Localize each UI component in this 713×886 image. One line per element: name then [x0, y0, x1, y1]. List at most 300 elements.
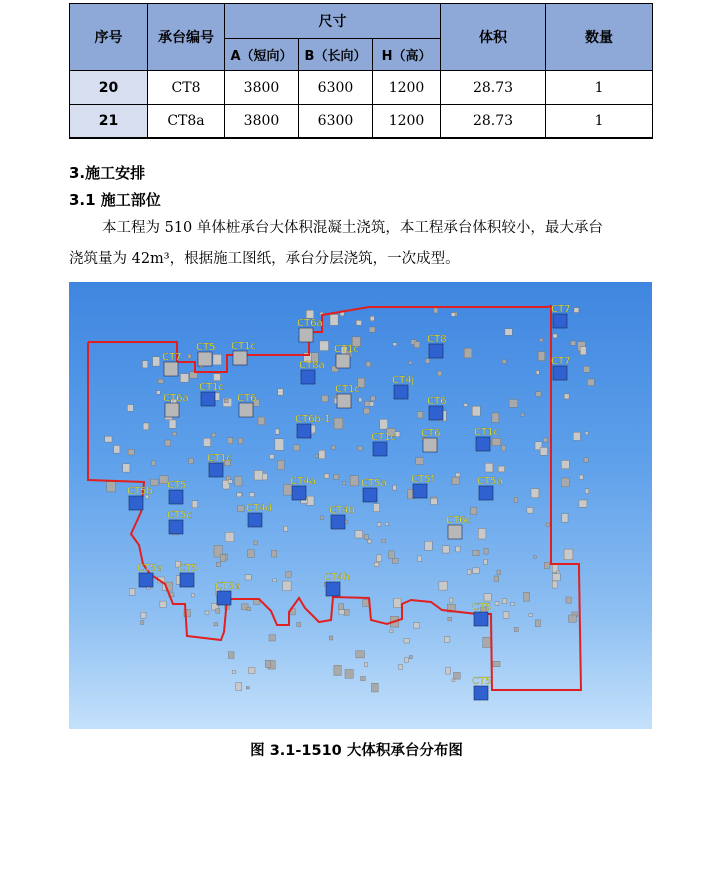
pile-block: [271, 550, 276, 557]
pile-block: [502, 446, 506, 452]
pile-block: [414, 342, 420, 348]
pile-block: [584, 458, 588, 462]
cell-seq: 20: [70, 71, 148, 105]
pile-block: [216, 609, 220, 614]
pile-cap-code: CT5: [472, 602, 492, 613]
pile-block: [425, 541, 433, 550]
pile-block: [454, 672, 461, 679]
pile-block: [239, 438, 243, 443]
pile-block: [366, 362, 370, 367]
pile-block: [531, 489, 539, 498]
pile-block: [107, 482, 116, 492]
pile-block: [128, 449, 134, 455]
pile-block: [527, 508, 533, 514]
pile-block: [169, 420, 176, 428]
pile-cap-code: CT1c: [335, 384, 360, 395]
pile-block: [157, 391, 161, 395]
pile-block: [212, 433, 216, 437]
pile-cap-code: CT1c: [334, 344, 359, 355]
pile-block: [569, 615, 577, 622]
pile-block: [350, 476, 358, 486]
pile-cap-label: [167, 510, 192, 534]
pile-block: [416, 458, 424, 465]
pile-block: [105, 436, 112, 442]
pile-block: [191, 594, 194, 597]
pile-block: [248, 668, 255, 674]
pile-block: [566, 597, 571, 603]
pile-block: [552, 581, 557, 588]
pile-block: [413, 623, 420, 628]
pile-cap-code: CT1c: [371, 432, 396, 443]
pile-block: [473, 550, 479, 555]
cell-h: 1200: [373, 71, 441, 105]
pile-block: [153, 357, 160, 366]
spec-table: [69, 3, 653, 139]
pile-block: [345, 670, 353, 679]
pile-cap-block: [553, 366, 567, 380]
pile-cap-code: CT8a: [299, 360, 325, 371]
pile-block: [521, 413, 524, 416]
pile-block: [205, 611, 209, 614]
pile-block: [361, 677, 366, 681]
pile-cap-label: [477, 476, 503, 500]
paragraph-line: 浇筑量为 42m³，根据施工图纸，承台分层浇筑，一次成型。: [69, 251, 460, 267]
pile-block: [478, 529, 486, 540]
pile-cap-label: [246, 503, 272, 527]
pile-cap-label: [178, 563, 197, 587]
pile-block: [425, 359, 429, 364]
pile-block: [334, 665, 341, 675]
pile-block: [192, 501, 198, 508]
cell-b: 6300: [299, 71, 373, 105]
pile-block: [404, 658, 408, 663]
pile-cap-block: [474, 686, 488, 700]
pile-cap-block: [169, 490, 183, 504]
pile-cap-code: CT1c: [199, 382, 224, 393]
pile-block: [484, 548, 488, 554]
pile-block: [389, 551, 395, 559]
pile-block: [343, 481, 346, 485]
pile-block: [330, 315, 338, 326]
pile-block: [373, 504, 379, 512]
pile-block: [573, 432, 580, 440]
pile-block: [382, 539, 386, 543]
pile-block: [536, 371, 539, 375]
pile-block: [404, 639, 410, 644]
pile-block: [580, 347, 586, 355]
pile-cap-label: [297, 318, 323, 342]
pile-cap-block: [476, 437, 490, 451]
pile-block: [217, 562, 221, 567]
pile-block: [449, 598, 453, 603]
pile-cap-code: CT5c: [167, 510, 192, 521]
pile-cap-label: [371, 432, 396, 456]
pile-block: [165, 440, 171, 446]
pile-block: [571, 341, 576, 345]
pile-block: [370, 402, 374, 406]
header-size: 尺寸: [225, 4, 441, 39]
pile-block: [358, 446, 362, 450]
pile-block: [160, 601, 166, 607]
pile-cap-code: CT7: [551, 304, 571, 315]
pile-block: [365, 401, 371, 406]
pile-block: [307, 496, 314, 505]
pile-block: [123, 464, 130, 472]
pile-cap-label: [427, 334, 446, 358]
pile-block: [564, 394, 569, 399]
pile-cap-label: [472, 676, 491, 700]
pile-block: [464, 404, 468, 407]
pile-cap-block: [336, 354, 350, 368]
pile-cap-code: CT1c: [207, 453, 232, 464]
pile-block: [503, 612, 509, 619]
pile-block: [472, 406, 480, 416]
pile-cap-block: [169, 520, 183, 534]
pile-block: [203, 438, 210, 446]
pile-block: [561, 460, 569, 468]
pile-block: [235, 476, 242, 486]
pile-block: [452, 679, 455, 682]
pile-block: [393, 485, 397, 490]
pile-cap-block: [239, 403, 253, 417]
pile-block: [471, 507, 477, 514]
pile-block: [456, 473, 461, 477]
cell-a: 3800: [225, 105, 299, 139]
pile-cap-block: [423, 438, 437, 452]
pile-cap-code: CT5a: [361, 478, 387, 489]
pile-block: [444, 637, 450, 643]
pile-cap-block: [180, 573, 194, 587]
pile-block: [356, 320, 361, 325]
pile-block: [399, 664, 403, 669]
pile-block: [334, 418, 343, 429]
pile-block: [438, 371, 442, 376]
pile-cap-code: CT5: [167, 480, 187, 491]
pile-block: [339, 609, 344, 615]
pile-cap-code: CT7: [551, 356, 571, 367]
pile-block: [464, 348, 472, 358]
pile-block: [585, 489, 589, 494]
pile-block: [374, 562, 379, 566]
pile-block: [275, 429, 279, 434]
pile-block: [232, 670, 235, 673]
pile-block: [225, 532, 234, 542]
pile-block: [265, 660, 270, 667]
pile-block: [529, 614, 533, 617]
pile-block: [297, 623, 301, 627]
pile-cap-label: [421, 428, 440, 452]
pile-block: [485, 463, 493, 472]
pile-block: [456, 546, 460, 552]
pile-block: [213, 354, 222, 365]
pile-block: [334, 475, 339, 480]
pile-cap-label: [329, 505, 355, 529]
cell-code: CT8: [148, 71, 225, 105]
pile-block: [523, 592, 529, 601]
pile-block: [227, 438, 232, 444]
pile-block: [245, 575, 251, 580]
pile-block: [141, 612, 146, 618]
pile-block: [587, 379, 594, 386]
cell-a: 3800: [225, 71, 299, 105]
header-b: B（长向）: [299, 39, 373, 71]
pile-block: [224, 399, 228, 403]
pile-block: [583, 366, 589, 372]
pile-block: [270, 455, 275, 459]
pile-cap-block: [448, 525, 462, 539]
pile-cap-block: [337, 394, 351, 408]
pile-cap-block: [139, 573, 153, 587]
pile-block: [380, 419, 388, 429]
header-code: 承台编号: [148, 4, 225, 71]
pile-cap-label: [163, 393, 189, 417]
pile-block: [505, 329, 512, 335]
pile-cap-block: [297, 424, 311, 438]
cell-volume: 28.73: [441, 71, 546, 105]
pile-block: [220, 555, 225, 562]
pile-block: [158, 379, 163, 383]
pile-cap-label: [299, 360, 325, 384]
pile-block: [371, 396, 376, 401]
pile-block: [370, 316, 374, 321]
pile-cap-code: CT5b: [127, 486, 153, 497]
pile-block: [286, 572, 292, 578]
pile-cap-code: CT7: [162, 352, 182, 363]
pile-block: [562, 514, 568, 523]
pile-block: [365, 663, 368, 667]
paragraph-line: 本工程为 510 单体桩承台大体积混凝土浇筑，本工程承台体积较小，最大承台: [102, 220, 603, 236]
pile-block: [492, 438, 501, 445]
pile-cap-label: [127, 486, 153, 510]
cell-code: CT8a: [148, 105, 225, 139]
cell-volume: 28.73: [441, 105, 546, 139]
pile-block: [269, 635, 275, 641]
pile-cap-code: CT6b-1: [295, 414, 331, 425]
pile-block: [228, 480, 232, 484]
header-a: A（短向）: [225, 39, 299, 71]
pile-block: [452, 477, 459, 484]
pile-cap-code: CT6a: [297, 318, 323, 329]
pile-cap-code: CT4j: [392, 375, 415, 386]
pile-block: [494, 576, 499, 581]
pile-cap-code: CT6: [237, 393, 257, 404]
pile-block: [339, 604, 344, 610]
pile-cap-code: CT6a: [163, 393, 189, 404]
pile-block: [173, 432, 177, 436]
pile-block: [561, 478, 569, 487]
pile-cap-block: [394, 385, 408, 399]
pile-block: [114, 446, 120, 454]
pile-block: [483, 637, 491, 647]
site-boundary-line: [88, 306, 581, 690]
pile-cap-block: [429, 406, 443, 420]
pile-cap-block: [299, 328, 313, 342]
pile-block: [579, 475, 583, 479]
pile-cap-block: [248, 513, 262, 527]
pile-block: [417, 412, 423, 418]
header-h: H（高）: [373, 39, 441, 71]
pile-cap-label: [335, 384, 360, 408]
pile-block: [393, 343, 397, 346]
pile-block: [364, 535, 368, 540]
pile-cap-code: CT5: [196, 342, 216, 353]
pile-block: [514, 497, 518, 502]
pile-block: [332, 446, 336, 450]
pile-block: [473, 568, 480, 573]
pile-block: [293, 445, 300, 451]
pile-block: [238, 506, 245, 512]
pile-block: [409, 361, 412, 364]
pile-cap-label: [167, 480, 186, 504]
cell-qty: 1: [546, 105, 653, 139]
pile-cap-code: CT5a: [477, 476, 503, 487]
body-paragraph: [69, 213, 652, 275]
pile-cap-label: [334, 344, 359, 368]
pile-block: [492, 413, 499, 422]
pile-block: [258, 417, 265, 425]
pile-cap-distribution-figure: [69, 282, 652, 729]
pile-block: [355, 531, 363, 539]
pile-block: [390, 630, 393, 633]
pile-block: [377, 555, 382, 562]
pile-block: [275, 439, 284, 450]
pile-block: [372, 683, 379, 692]
pile-block: [497, 570, 501, 574]
pile-cap-label: [392, 375, 414, 399]
section-heading: 3.施工安排: [69, 164, 146, 182]
pile-block: [553, 334, 557, 338]
pile-cap-label: [137, 563, 163, 587]
pile-cap-code: CT1c: [474, 427, 499, 438]
pile-block: [574, 308, 579, 313]
pile-block: [249, 493, 254, 497]
pile-cap-block: [301, 370, 315, 384]
pile-cap-block: [429, 344, 443, 358]
pile-cap-code: CT6: [427, 396, 447, 407]
pile-cap-block: [363, 488, 377, 502]
pile-cap-block: [129, 496, 143, 510]
pile-block: [535, 620, 540, 627]
pile-cap-block: [209, 463, 223, 477]
pile-cap-label: [361, 478, 387, 502]
pile-cap-block: [217, 591, 231, 605]
pile-block: [467, 570, 471, 575]
pile-cap-block: [479, 486, 493, 500]
pile-block: [543, 438, 548, 442]
pile-block: [564, 549, 573, 560]
pile-cap-block: [164, 362, 178, 376]
pile-block: [247, 607, 251, 610]
pile-block: [385, 522, 388, 525]
pile-block: [188, 354, 191, 358]
pile-block: [143, 361, 148, 368]
pile-block: [229, 652, 235, 659]
pile-block: [431, 498, 438, 504]
pile-cap-code: CT6c: [446, 515, 471, 526]
table-header-row: [70, 4, 653, 39]
pile-cap-label: [231, 341, 256, 365]
pile-cap-block: [198, 352, 212, 366]
table-row: [70, 71, 653, 105]
pile-block: [321, 516, 324, 520]
pile-block: [189, 458, 194, 463]
pile-block: [151, 479, 159, 485]
pile-block: [273, 579, 277, 582]
pile-cap-code: CT1c: [231, 341, 256, 352]
pile-cap-label: [215, 581, 241, 605]
pile-block: [143, 423, 149, 430]
pile-block: [418, 556, 422, 561]
pile-block: [248, 550, 255, 558]
pile-block: [283, 581, 292, 591]
pile-cap-block: [553, 314, 567, 328]
pile-cap-code: CT5: [178, 563, 198, 574]
pile-cap-code: CT5: [472, 676, 492, 687]
figure-caption: 图 3.1-1510 大体积承台分布图: [250, 743, 463, 759]
pile-block: [368, 540, 371, 544]
pile-cap-label: [446, 515, 471, 539]
pile-cap-label: [551, 356, 570, 380]
pile-block: [278, 389, 283, 396]
pile-block: [319, 450, 325, 458]
pile-block: [434, 308, 438, 313]
pile-cap-label: [196, 342, 215, 366]
pile-block: [409, 656, 412, 659]
pile-cap-code: CT5f: [411, 474, 434, 485]
pile-block: [180, 374, 188, 382]
pile-block: [498, 466, 504, 472]
pile-block: [493, 661, 500, 667]
pile-block: [284, 526, 288, 531]
pile-block: [514, 627, 518, 631]
pile-block: [324, 474, 329, 478]
pile-block: [442, 546, 449, 553]
pile-block: [364, 408, 370, 414]
pile-block: [329, 636, 333, 640]
header-qty: 数量: [546, 4, 653, 71]
pile-cap-code: CT4h: [324, 572, 350, 583]
pile-block: [451, 313, 455, 317]
pile-block: [236, 683, 242, 691]
pile-block: [129, 589, 135, 596]
pile-block: [540, 339, 543, 342]
pile-cap-block: [292, 486, 306, 500]
pile-cap-label: [411, 474, 434, 498]
pile-cap-code: CT4b: [329, 505, 355, 516]
pile-block: [214, 374, 221, 381]
pile-cap-label: [551, 304, 570, 328]
pile-block: [536, 392, 541, 397]
pile-cap-code: CT4a: [290, 476, 316, 487]
pile-block: [359, 398, 362, 402]
pile-block: [394, 598, 401, 607]
pile-block: [533, 556, 536, 559]
pile-cap-block: [233, 351, 247, 365]
pile-cap-block: [326, 582, 340, 596]
pile-block: [127, 405, 133, 412]
pile-cap-code: CT6: [421, 428, 441, 439]
pile-block: [511, 603, 514, 606]
pile-block: [322, 395, 328, 401]
site-plan-drawing: [69, 282, 652, 729]
pile-block: [254, 471, 262, 481]
pile-block: [277, 460, 284, 469]
pile-block: [585, 432, 588, 435]
pile-cap-block: [331, 515, 345, 529]
pile-block: [237, 493, 242, 497]
pile-block: [369, 327, 375, 332]
header-volume: 体积: [441, 4, 546, 71]
